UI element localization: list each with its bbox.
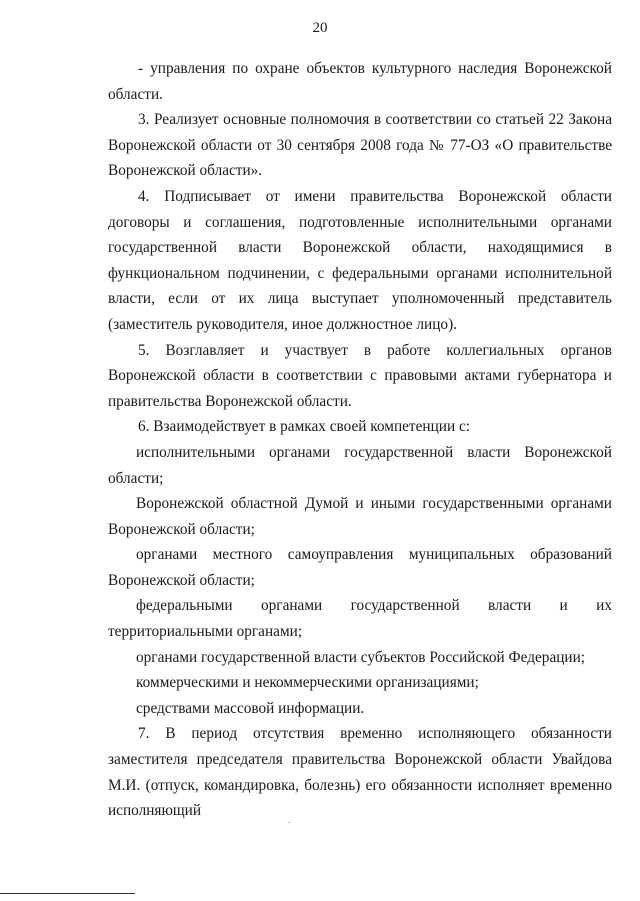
paragraph-7: 7. В период отсутствия временно исполняющего обязанности заместителя председателя правительства Воронежской области Увайдова М.И. (отпуск, командировка, болезнь) его обязанности исполняет временно исполняющий bbox=[108, 725, 612, 820]
list-item-organizations: коммерческими и некоммерческими организациями; bbox=[136, 674, 479, 692]
paragraph-6: 6. Взаимодействует в рамках своей компетенции с: bbox=[138, 418, 471, 436]
footer-rule bbox=[0, 893, 135, 894]
paragraph-5: 5. Возглавляет и участвует в работе коллегиальных органов Воронежской области в соответствии с правовыми актами губернатора и правительства Воронежской области. bbox=[108, 341, 612, 410]
list-item-mass-media: средствами массовой информации. bbox=[136, 699, 365, 717]
list-item-regional-duma: Воронежской областной Думой и иными государственными органами Воронежской области; bbox=[108, 495, 612, 538]
list-item-federal-bodies: федеральными органами государственной власти и их территориальными органами; bbox=[108, 597, 612, 641]
paragraph-management-item: - управления по охране объектов культурного наследия Воронежской области. bbox=[108, 60, 612, 103]
list-item-subject-bodies: органами государственной власти субъектов Российской Федерации; bbox=[136, 648, 586, 666]
paragraph-3: 3. Реализует основные полномочия в соответствии со статьей 22 Закона Воронежской области от 30 сентября 2008 года № 77-ОЗ «О правительстве Воронежской области». bbox=[108, 111, 612, 180]
paragraph-4: 4. Подписывает от имени правительства Воронежской области договоры и соглашения, подготовленные исполнительными органами государственной власти Воронежской области, находящимися в функциональном подчинении, с федеральными органами исполнительной власти, если от их лица выступает уполномоченный представитель (заместитель руководителя, иное должностное лицо). bbox=[108, 187, 612, 333]
list-item-executive-bodies: исполнительными органами государственной власти Воронежской области; bbox=[108, 443, 612, 487]
scan-speck bbox=[288, 822, 290, 823]
document-body bbox=[108, 56, 612, 824]
list-item-local-self-government: органами местного самоуправления муниципальных образований Воронежской области; bbox=[108, 546, 612, 589]
page-number: 20 bbox=[312, 20, 328, 36]
